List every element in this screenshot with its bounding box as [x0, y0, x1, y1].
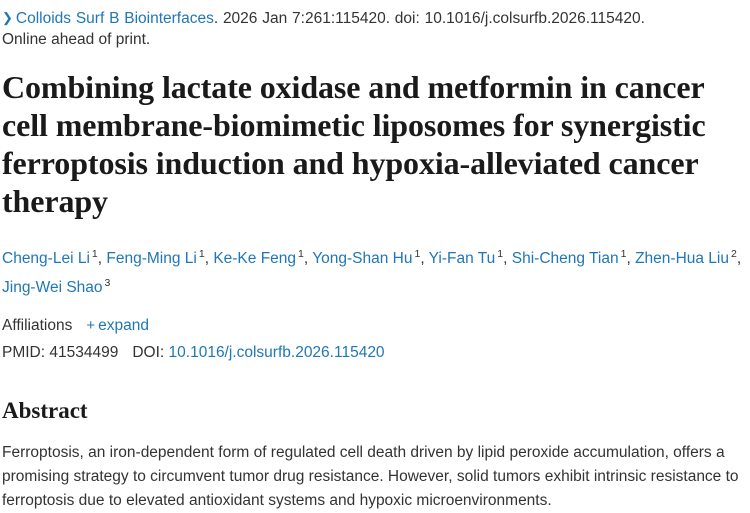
author-link[interactable]: Zhen-Hua Liu [635, 250, 729, 268]
author-link[interactable]: Shi-Cheng Tian [511, 250, 619, 268]
author-list [0, 242, 750, 300]
author-item [512, 250, 631, 267]
pmid-label: PMID: [2, 344, 46, 362]
author-affiliation-marker[interactable]: 1 [198, 248, 205, 260]
author-item [213, 250, 308, 267]
author-separator: , [303, 250, 309, 268]
author-link[interactable]: Cheng-Lei Li [2, 250, 90, 268]
abstract-heading: Abstract [2, 398, 88, 424]
author-item [2, 250, 102, 267]
author-link[interactable]: Ke-Ke Feng [213, 250, 297, 268]
author-affiliation-marker[interactable]: 1 [91, 248, 98, 260]
doi-label: DOI: [132, 344, 165, 362]
author-separator: , [204, 250, 209, 268]
author-affiliation-marker[interactable]: 1 [497, 248, 504, 260]
citation-line [0, 8, 750, 29]
affiliations-label: Affiliations [2, 317, 73, 335]
author-item [2, 279, 110, 296]
author-separator: , [420, 250, 425, 268]
author-separator: , [736, 250, 742, 268]
expand-label: expand [98, 317, 149, 335]
author-item [635, 250, 741, 267]
author-link[interactable]: Feng-Ming Li [106, 250, 197, 268]
author-affiliation-marker[interactable]: 2 [731, 248, 737, 260]
pmid-value: 41534499 [49, 344, 119, 362]
author-affiliation-marker[interactable]: 3 [104, 277, 111, 290]
author-separator: , [503, 250, 508, 268]
author-item [312, 250, 424, 267]
journal-link[interactable]: Colloids Surf B Biointerfaces [15, 10, 214, 27]
expand-affiliations-button[interactable] [86, 317, 149, 335]
page-title: Combining lactate oxidase and metformin in cancer cell membrane-biomimetic liposomes for synergistic ferroptosis induction and hypoxia-alleviated cancer therapy [2, 69, 706, 219]
author-item [429, 250, 508, 267]
author-link[interactable]: Yong-Shan Hu [312, 250, 413, 268]
author-link[interactable]: Yi-Fan Tu [428, 250, 496, 268]
author-affiliation-marker[interactable]: 1 [620, 248, 627, 260]
author-affiliation-marker[interactable]: 1 [414, 248, 421, 260]
identifiers-row [0, 343, 750, 363]
citation-details: . 2026 Jan 7:261:115420. doi: 10.1016/j.colsurfb.2026.115420. [213, 10, 645, 27]
author-item [106, 250, 209, 267]
author-affiliation-marker[interactable]: 1 [298, 248, 304, 260]
doi-link[interactable]: 10.1016/j.colsurfb.2026.115420 [168, 344, 385, 362]
author-separator: , [626, 250, 631, 268]
affiliations-row [0, 316, 750, 336]
publication-status: Online ahead of print. [2, 31, 151, 48]
chevron-right-icon[interactable]: ❯ [2, 10, 13, 25]
plus-icon: + [86, 317, 96, 335]
author-separator: , [97, 250, 103, 268]
abstract-text: Ferroptosis, an iron-dependent form of regulated cell death driven by lipid peroxide accumulation, offers a promising strategy to circumvent tumor drug resistance. However, solid tumors exhibit intrinsic resistance to ferroptosis due to elevated antioxidant systems and hypoxic microenvironments. [2, 444, 739, 510]
author-link[interactable]: Jing-Wei Shao [2, 279, 103, 297]
